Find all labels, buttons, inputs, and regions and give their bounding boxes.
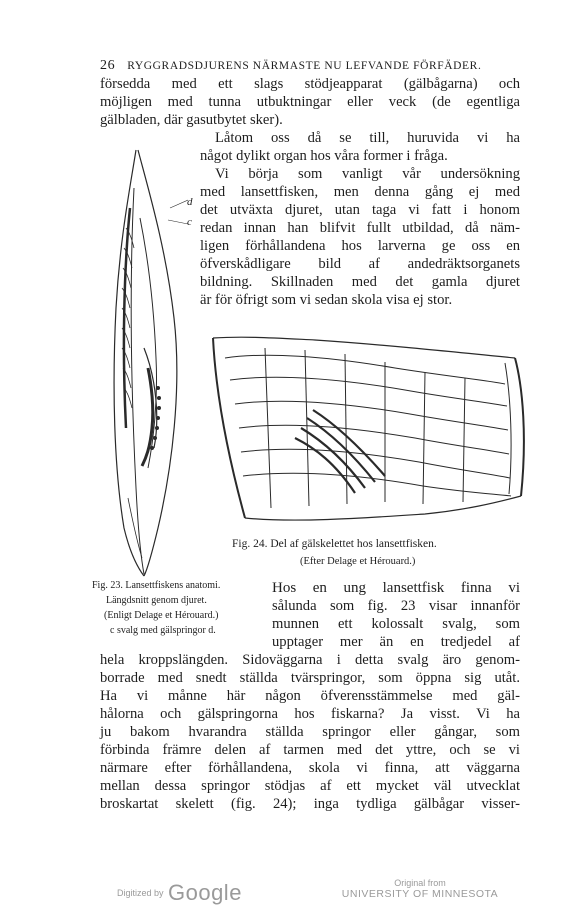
body-line: redan innan han blifvit fullt utbildad, då näm-: [200, 220, 520, 236]
body-line: mellan dessa springor stödjas af ett mycket väl utvecklat: [100, 778, 520, 794]
figure-24-gill-skeleton: [205, 318, 535, 528]
body-line: ligen förhållandena hos larverna ge oss en: [200, 238, 520, 254]
university-text: UNIVERSITY OF MINNESOTA: [341, 888, 499, 900]
body-line: upptager mer än en tredjedel af: [272, 634, 520, 650]
figure-23-lancelet-anatomy: [108, 148, 188, 578]
body-line: gälbladen, där gasutbytet sker).: [100, 112, 283, 128]
body-line: Hos en ung lansettfisk finna vi: [272, 580, 520, 596]
body-line: närmare efter förhållandena, skola vi finna, att väggarna: [100, 760, 520, 776]
body-line: Vi börja som vanligt vår undersökning: [215, 166, 520, 182]
body-line: bildning. Skillnaden med det gamla djuret: [200, 274, 520, 290]
figure-24-credit: (Efter Delage et Hérouard.): [300, 556, 416, 567]
body-line: något dylikt organ hos våra former i fråga.: [200, 148, 448, 164]
original-from-text: Original from: [394, 878, 446, 888]
body-line: sålunda som fig. 23 visar innanför: [272, 598, 520, 614]
body-line: ju bakom hvarandra ställda springor eller gångar, som: [100, 724, 520, 740]
body-line: Låtom oss då se till, huruvida vi ha: [215, 130, 520, 146]
body-line: förbinda främre delen af tarmen med det yttre, och se vi: [100, 742, 520, 758]
body-line: är för öfrigt som vi sedan skola visa ej stor.: [200, 292, 453, 308]
body-line: det utväxta djuret, utan taga vi fatt i honom: [200, 202, 520, 218]
figure-23-caption-line: (Enligt Delage et Hérouard.): [104, 610, 219, 621]
running-title: RYGGRADSDJURENS NÄRMASTE NU LEFVANDE FÖRFÄDER.: [127, 60, 482, 72]
figure-23-label-c: c: [187, 216, 192, 228]
body-line: munnen ett kolossalt svalg, som: [272, 616, 520, 632]
body-line: hålorna och gälspringorna hos fiskarna? Ja visst. Vi ha: [100, 706, 520, 722]
google-wordmark: Google: [167, 880, 242, 905]
figure-23-caption-line: Fig. 23. Lansettfiskens anatomi.: [92, 580, 221, 591]
body-line: försedda med ett slags stödjeapparat (gälbågarna) och: [100, 76, 520, 92]
figure-23-caption-line: Längdsnitt genom djuret.: [106, 595, 207, 606]
original-from-watermark: [340, 878, 500, 900]
running-header: [100, 58, 520, 74]
body-line: med lansettfisken, men denna gång ej med: [200, 184, 520, 200]
digitized-by-text: Digitized by: [117, 888, 164, 898]
figure-24-caption: Fig. 24. Del af gälskelettet hos lansettfisken.: [232, 538, 437, 550]
figure-23-label-d: d: [187, 196, 193, 208]
body-line: broskartat skelett (fig. 24); inga tydliga gälbågar visser-: [100, 796, 520, 812]
digitized-by-google-watermark: [117, 880, 242, 906]
body-line: hela kroppslängden. Sidoväggarna i detta svalg äro genom-: [100, 652, 520, 668]
body-line: möjligen med tunna utbuktningar eller veck (de egentliga: [100, 94, 520, 110]
body-line: öfverskådligare bild af andedräktsorganets: [200, 256, 520, 272]
figure-23-caption-line: c svalg med gälspringor d.: [110, 625, 216, 636]
body-line: Ha vi månne här någon öfverensstämmelse med gäl-: [100, 688, 520, 704]
page-number: 26: [100, 58, 116, 73]
body-line: borrade med snedt ställda tvärspringor, som öppna sig utåt.: [100, 670, 520, 686]
